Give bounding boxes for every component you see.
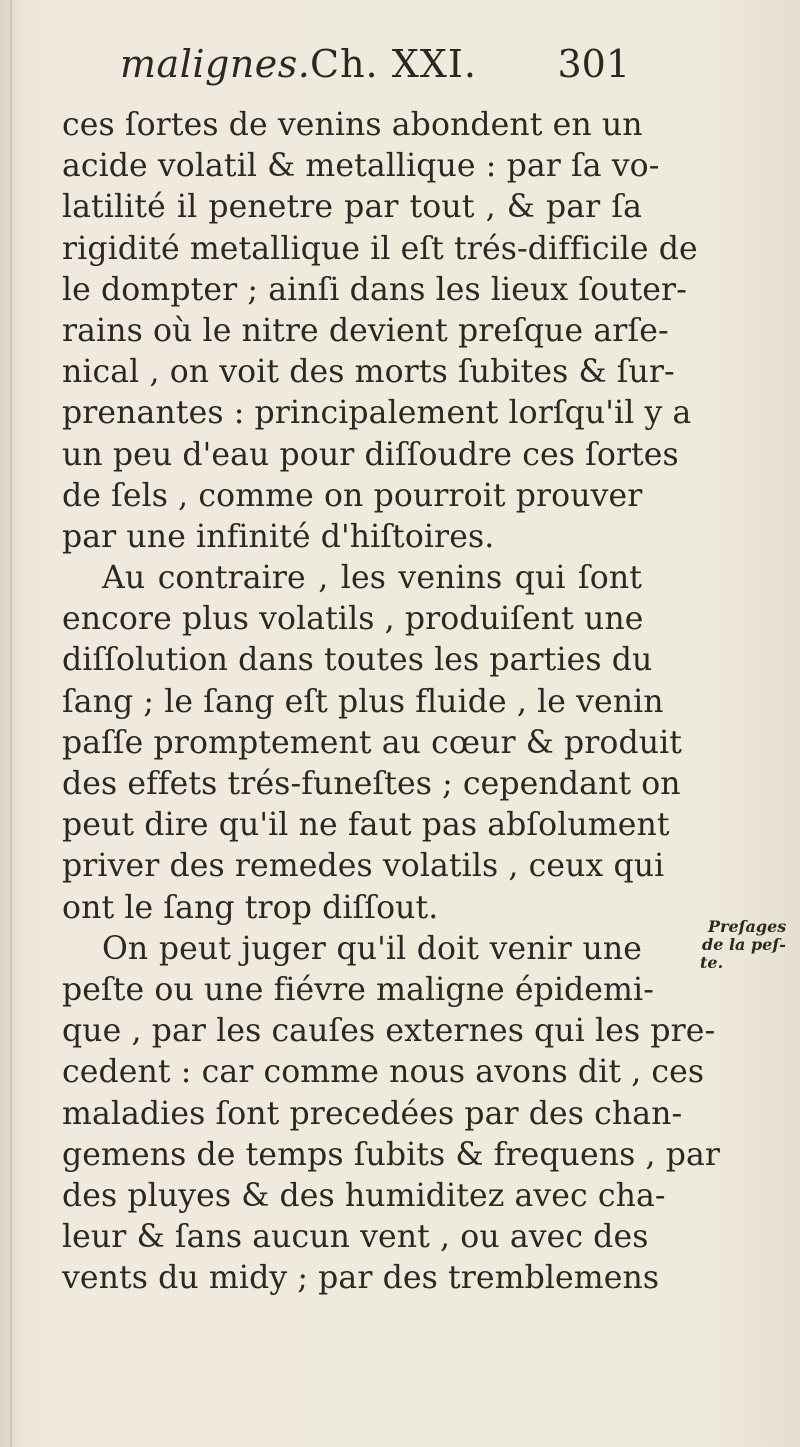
text-line: des effets trés-funeſtes ; cependant on [62,766,681,802]
text-line: Au contraire , les venins qui ſont [102,560,642,597]
text-line: peſte ou une fiévre maligne épidemi- [62,971,654,1008]
text-line: rigidité metallique il eſt trés-difficile de [62,230,698,267]
text-line: cedent : car comme nous avons dit , ces [62,1054,705,1091]
text-line: gemens de temps ſubits & frequens , par [62,1136,721,1173]
text-line: On peut juger qu'il doit venir une [102,930,642,967]
text-line: que , par les cauſes externes qui les pre- [62,1013,716,1050]
text-line: diſſolution dans toutes les parties du [62,642,653,679]
text-line: maladies ſont precedées par des chan- [62,1095,683,1132]
text-line: de ſels , comme on pourroit prouver [62,477,643,514]
text-line: ſang ; le ſang eſt plus fluide , le venin [62,683,664,720]
text-line: nical , on voit des morts ſubites & ſur- [62,354,675,391]
marginal-note-line: te. [700,953,724,972]
text-line: ces ſortes de venins abondent en un [62,107,643,143]
page-number: 301 [557,42,630,86]
text-line: peut dire qu'il ne faut pas abſolument [62,807,670,844]
running-title: malignes. [120,42,311,86]
body-text [62,105,721,1299]
chapter-label: Ch. XXI. [310,42,477,86]
text-line: ont le ſang trop diſſout. [62,889,439,926]
marginal-note-line: Preſages [708,917,787,936]
text-line: rains où le nitre devient preſque arſe- [62,312,669,349]
text-line: acide volatil & metallique : par ſa vo- [62,148,660,185]
page-gutter [10,0,12,1447]
text-line: leur & ſans aucun vent , ou avec des [62,1219,649,1256]
text-line: le dompter ; ainſi dans les lieux ſouter- [62,271,687,308]
marginal-note [700,918,792,972]
text-line: encore plus volatils , produiſent une [62,601,644,638]
text-line: des pluyes & des humiditez avec cha- [62,1177,666,1214]
text-line: prenantes : principalement lorſqu'il y a [62,395,692,432]
text-line: latilité il penetre par tout , & par ſa [62,189,642,226]
text-line: vents du midy ; par des tremblemens [62,1260,660,1297]
page-header [120,38,630,98]
text-line: paſſe promptement au cœur & produit [62,724,683,761]
text-line: un peu d'eau pour diſſoudre ces ſortes [62,436,679,473]
text-line: par une infinité d'hiſtoires. [62,518,495,555]
marginal-note-line: de la peſ- [702,935,786,954]
text-line: priver des remedes volatils , ceux qui [62,848,665,885]
